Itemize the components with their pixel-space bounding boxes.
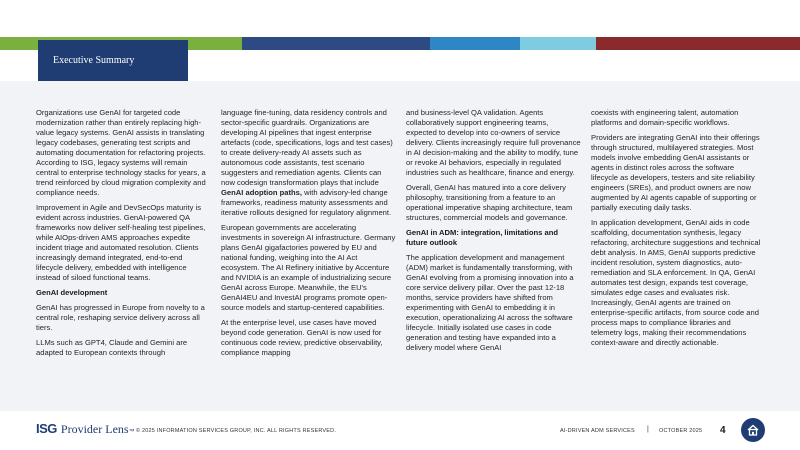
color-band-lightblue <box>520 37 596 50</box>
paragraph <box>221 108 396 218</box>
paragraph: Improvement in Agile and DevSecOps maturity is evident across industries. GenAI-powered QA frameworks now deliver self-healing test pipelines, while AIOps-driven AMS approaches expedite incident triage and automated resolution. Clients increasingly demand integrated, end-to-end lifecycle delivery, embedded with intelligence instead of siloed functional teams. <box>36 203 206 282</box>
color-band-blue <box>430 37 520 50</box>
paragraph-text: language fine-tuning, data residency controls and sector-specific guardrails. Organizations are developing AI pipelines that ingest enterprise artefacts (code, specifications, logs and test cases) to create delivery-ready AI assets such as autonomous code assistants, test scenario suggesters and remediation agents. Clients can now codesign transformation plays that include <box>221 108 393 187</box>
report-name: AI-DRIVEN ADM SERVICES <box>560 428 635 434</box>
report-date: OCTOBER 2025 <box>659 428 703 434</box>
paragraph: European governments are accelerating investments in sovereign AI infrastructure. Germany plans GenAI gigafactories powered by EU and national funding, weighing into the AI Act ecosystem. The AI Refinery initiative by Accenture and NVIDIA is an example of industrializing secure GenAI across Europe. Meanwhile, the EU's GenAI4EU and InvestAI programs promote open-source models and startup-centered capabilities. <box>221 223 396 312</box>
footer-separator: | <box>647 426 649 433</box>
home-icon <box>746 423 760 437</box>
paragraph: In application development, GenAI aids in code scaffolding, documentation synthesis, legacy refactoring, architecture suggestions and technical debt analysis. In AMS, GenAI supports predictive incident resolution, system diagnostics, auto-remediation and SLA enforcement. In QA, GenAI automates test design, expands test coverage, simulates edge cases and evaluates risk. Increasingly, GenAI agents are trained on enterprise-specific artifacts, from source code and process maps to compliance libraries and telemetry logs, making their recommendations context-aware and directly actionable. <box>591 218 761 347</box>
paragraph: At the enterprise level, use cases have moved beyond code generation. GenAI is now used for continuous code review, predictive observability, compliance mapping <box>221 318 383 357</box>
paragraph: GenAI has progressed in Europe from novelty to a central role, reshaping service delivery across all tiers. <box>36 303 205 332</box>
paragraph: coexists with engineering talent, automation platforms and domain-specific workflows. <box>591 108 739 127</box>
paragraph-text: with advisory-led change frameworks, readiness maturity assessments and iterative rollouts designed for regulatory alignment. <box>221 188 392 217</box>
text-column-2 <box>221 108 396 363</box>
subheading: GenAI in ADM: integration, limitations and future outlook <box>406 228 559 247</box>
paragraph: and business-level QA validation. Agents collaboratively support engineering teams, expected to develop into co-owners of service delivery. Clients increasingly require full provenance in AI decision-making and the ability to modify, tune or revoke AI behaviors, especially in regulated industries such as healthcare, finance and energy. <box>406 108 581 177</box>
paragraph: Overall, GenAI has matured into a core delivery philosophy, transitioning from a feature to an operational imperative shaping architecture, team structures, commercial models and governance. <box>406 183 573 222</box>
logo-text: Provider Lens <box>60 422 129 436</box>
isg-provider-lens-logo <box>36 421 135 437</box>
text-column-4 <box>591 108 763 353</box>
logo-tm: ™ <box>128 429 135 435</box>
color-band-navy <box>242 37 430 50</box>
copyright-notice: © 2025 INFORMATION SERVICES GROUP, INC. ALL RIGHTS RESERVED. <box>136 428 337 434</box>
text-column-1 <box>36 108 211 363</box>
color-band-maroon <box>596 37 800 50</box>
logo-mark: ISG <box>36 421 57 436</box>
page-number: 4 <box>720 425 726 436</box>
bold-phrase: GenAI adoption paths, <box>221 188 302 197</box>
text-column-3 <box>406 108 581 358</box>
home-button[interactable] <box>741 418 765 442</box>
section-title: Executive Summary <box>38 40 188 81</box>
subheading: GenAI development <box>36 288 108 297</box>
paragraph: The application development and management (ADM) market is fundamentally transforming, with GenAI evolving from a promising innovation into a core service delivery pillar. Over the past 12-18 months, service providers have shifted from experimenting with GenAI to embedding it in execution, operationalizing AI across the software lifecycle. Initially isolated use cases in code generation and testing have expanded into a delivery model where GenAI <box>406 253 574 352</box>
paragraph: Organizations use GenAI for targeted code modernization rather than entirely replacing high-value legacy systems. GenAI assists in translating legacy codebases, generating test scripts and automating documentation for refactoring projects. According to ISG, legacy systems will remain central to enterprise technology stacks for years, a trend reinforced by cloud migration complexity and compliance needs. <box>36 108 206 197</box>
paragraph: Providers are integrating GenAI into their offerings through structured, multilayered strategies. Most models involve embedding GenAI assistants or agents in distinct roles across the software lifecycle as developers, testers and site reliability engineers (SREs), and product owners are now augmented by AI agents capable of supporting or partially executing daily tasks. <box>591 133 760 212</box>
paragraph: LLMs such as GPT4, Claude and Gemini are adapted to European contexts through <box>36 338 188 357</box>
